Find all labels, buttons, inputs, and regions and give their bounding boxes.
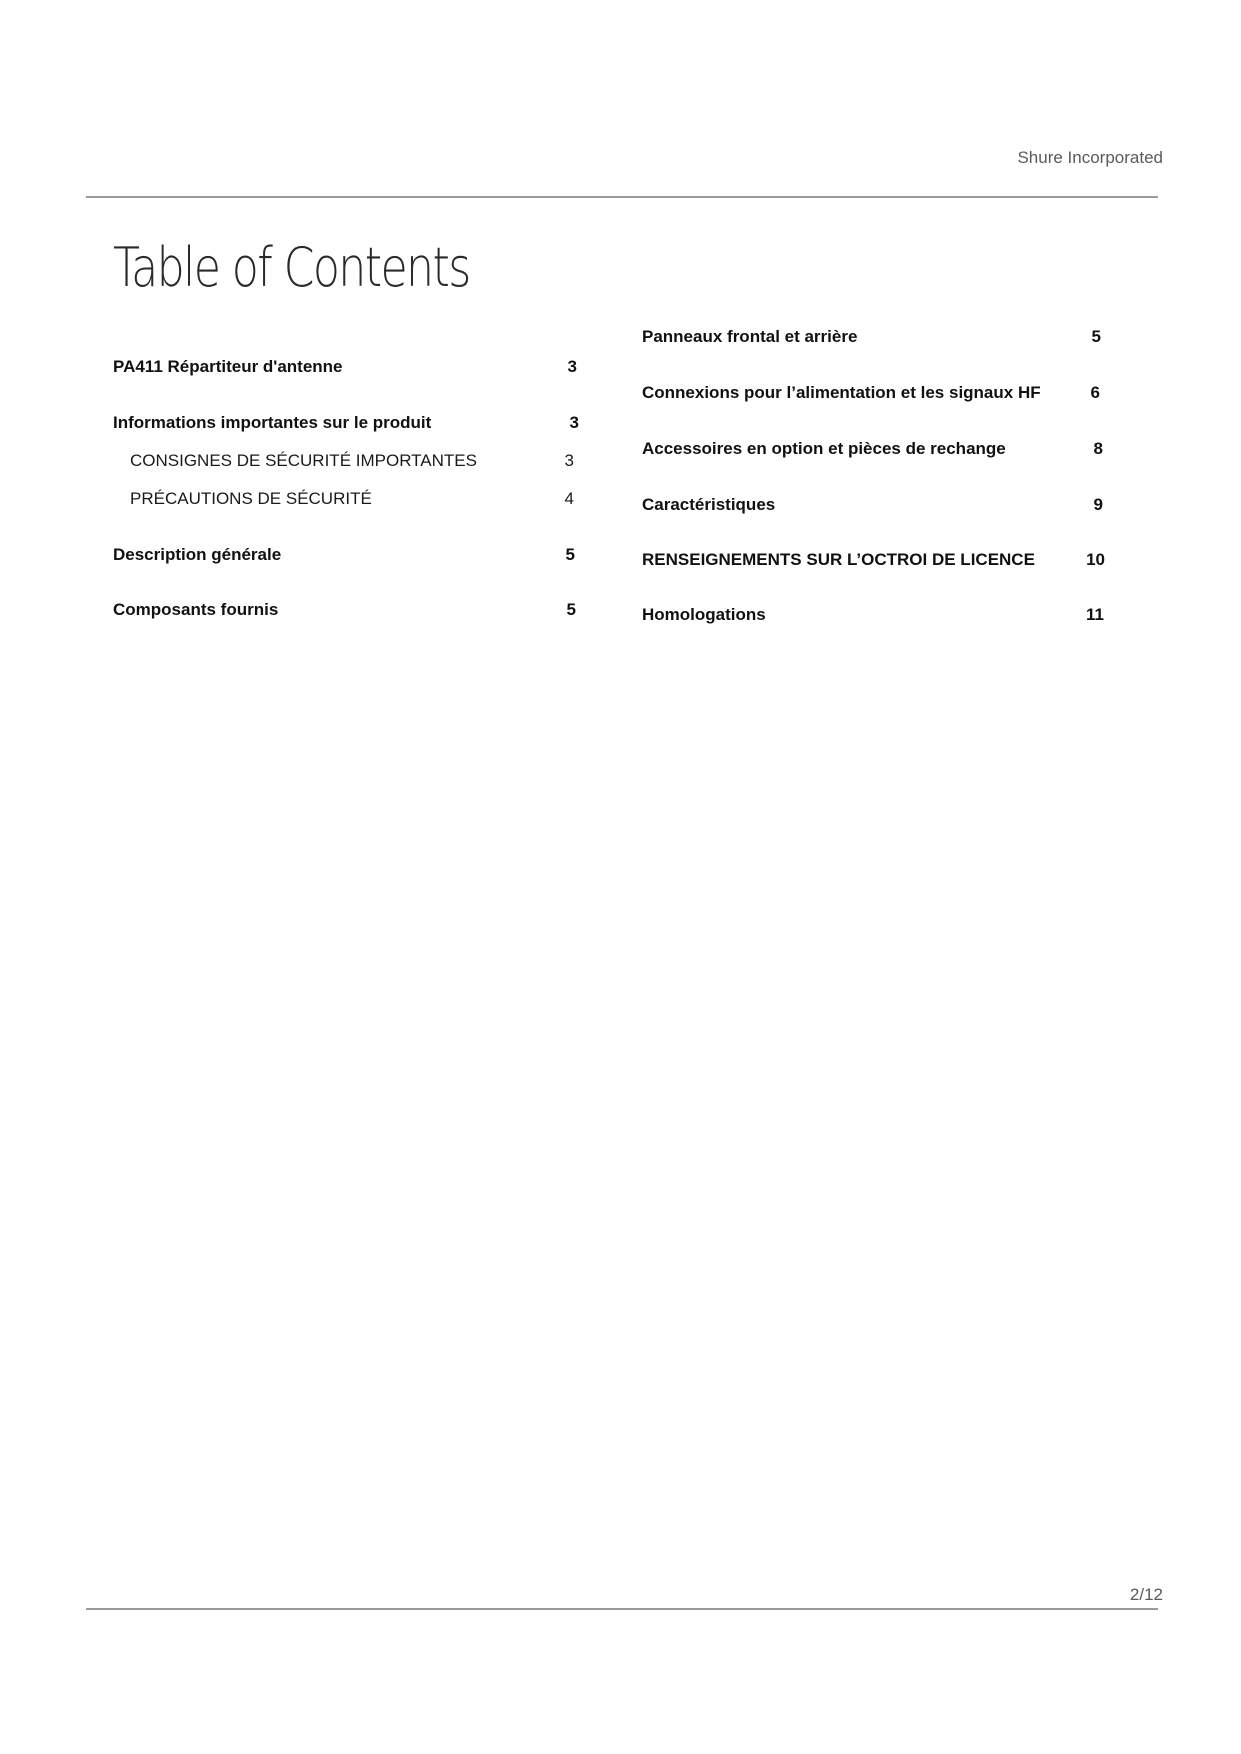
- toc-page-connexions[interactable]: 6: [1090, 383, 1100, 402]
- toc-entry-precautions-securite[interactable]: PRÉCAUTIONS DE SÉCURITÉ: [130, 489, 372, 508]
- toc-page-consignes-securite[interactable]: 3: [564, 451, 574, 470]
- toc-entry-description-generale[interactable]: Description générale: [113, 545, 282, 564]
- toc-entry-panneaux[interactable]: Panneaux frontal et arrière: [642, 327, 858, 346]
- page-title: Table of Contents: [113, 236, 470, 299]
- toc-entry-pa411[interactable]: PA411 Répartiteur d'antenne: [113, 357, 343, 376]
- toc-page-panneaux[interactable]: 5: [1091, 327, 1101, 346]
- toc-entry-informations-importantes[interactable]: Informations importantes sur le produit: [113, 413, 432, 432]
- toc-entry-licence[interactable]: RENSEIGNEMENTS SUR L’OCTROI DE LICENCE: [642, 550, 1035, 569]
- toc-page-pa411[interactable]: 3: [567, 357, 577, 376]
- toc-page-precautions-securite[interactable]: 4: [564, 489, 574, 508]
- toc-entry-connexions[interactable]: Connexions pour l’alimentation et les signaux HF: [642, 383, 1041, 402]
- toc-entry-caracteristiques[interactable]: Caractéristiques: [642, 495, 776, 514]
- toc-page-licence[interactable]: 10: [1086, 550, 1105, 569]
- footer-page-number: 2/12: [1129, 1585, 1163, 1604]
- footer-rule: [86, 1608, 1158, 1610]
- toc-entry-accessoires[interactable]: Accessoires en option et pièces de rechange: [642, 439, 1006, 458]
- toc-page-accessoires[interactable]: 8: [1093, 439, 1103, 458]
- toc-page-description-generale[interactable]: 5: [565, 545, 575, 564]
- toc-entry-consignes-securite[interactable]: CONSIGNES DE SÉCURITÉ IMPORTANTES: [130, 451, 477, 470]
- toc-page-composants-fournis[interactable]: 5: [566, 600, 576, 619]
- header-company: Shure Incorporated: [1017, 148, 1163, 167]
- toc-page-caracteristiques[interactable]: 9: [1093, 495, 1103, 514]
- header-rule: [86, 196, 1158, 198]
- toc-entry-homologations[interactable]: Homologations: [642, 605, 766, 624]
- toc-entry-composants-fournis[interactable]: Composants fournis: [113, 600, 279, 619]
- toc-page-informations-importantes[interactable]: 3: [569, 413, 579, 432]
- toc-page-homologations[interactable]: 11: [1086, 605, 1104, 624]
